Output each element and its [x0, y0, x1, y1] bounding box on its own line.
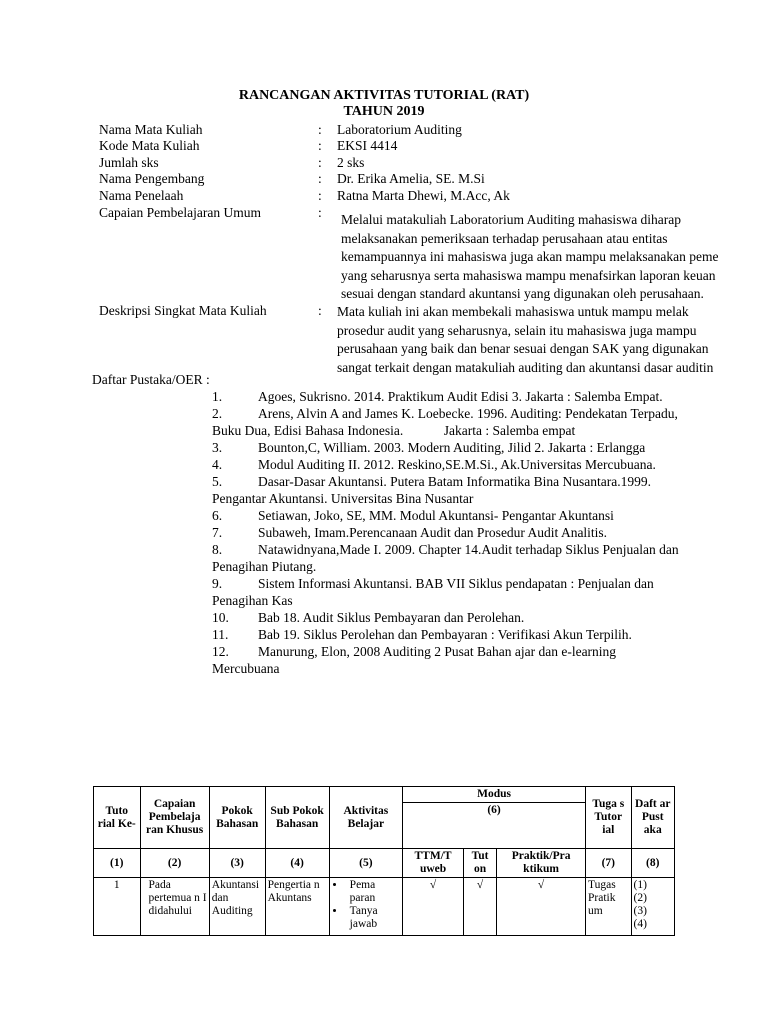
cell-tutorial-number: 1	[94, 878, 141, 936]
header-tugas-tutorial: Tuga s Tutor ial	[586, 787, 631, 849]
reference-item	[212, 473, 682, 507]
reference-text: Setiawan, Joko, SE, MM. Modul Akuntansi- Pengantar Akuntansi	[258, 508, 614, 523]
info-value-kode-mk: EKSI 4414	[337, 138, 398, 153]
info-colon: :	[318, 188, 322, 203]
deskripsi-line: Mata kuliah ini akan membekali mahasiswa untuk mampu melak	[337, 304, 689, 319]
info-label-kode-mk: Kode Mata Kuliah	[99, 138, 200, 153]
capaian-colon: :	[318, 205, 322, 220]
reference-number: 6.	[212, 508, 223, 523]
info-label-sks: Jumlah sks	[99, 155, 159, 170]
reference-number: 7.	[212, 525, 223, 540]
reference-number: 12.	[212, 644, 229, 659]
reference-number: 5.	[212, 474, 223, 489]
reference-item	[212, 626, 682, 643]
deskripsi-line: prosedur audit yang seharusnya, selain itu mahasiswa juga mampu	[337, 322, 697, 338]
header-modus-number: (6)	[403, 803, 586, 849]
reference-item	[212, 541, 682, 575]
reference-number: 4.	[212, 457, 223, 472]
col-number: (3)	[209, 849, 265, 878]
header-daftar-pustaka: Daft ar Pust aka	[631, 787, 674, 849]
aktivitas-item: • Pema paran	[346, 879, 400, 905]
reference-text: Arens, Alvin A and James K. Loebecke. 1996. Auditing: Pendekatan Terpadu, Buku Dua, Edisi Bahasa Indonesia. Jakarta : Salemba empat	[212, 406, 682, 438]
reference-text: Agoes, Sukrisno. 2014. Praktikum Audit Edisi 3. Jakarta : Salemba Empat.	[258, 389, 663, 404]
reference-item	[212, 439, 682, 456]
capaian-label: Capaian Pembelajaran Umum	[99, 205, 261, 220]
deskripsi-paragraph	[337, 303, 713, 377]
cell-tuton-check: √	[464, 878, 497, 936]
reference-text: Bab 18. Audit Siklus Pembayaran dan Perolehan.	[258, 610, 525, 625]
pustaka-ref: (1)	[633, 879, 647, 891]
pustaka-ref: (4)	[633, 918, 647, 930]
reference-number: 3.	[212, 440, 223, 455]
reference-item	[212, 524, 682, 541]
reference-text: Bounton,C, William. 2003. Modern Auditing, Jilid 2. Jakarta : Erlangga	[258, 440, 646, 455]
reference-item	[212, 609, 682, 626]
info-value-nama-mk: Laboratorium Auditing	[337, 122, 462, 137]
reference-text: Modul Auditing II. 2012. Reskino,SE.M.Si., Ak.Universitas Mercubuana.	[258, 457, 656, 472]
reference-item	[212, 507, 682, 524]
reference-number: 1.	[212, 389, 223, 404]
reference-item	[212, 456, 682, 473]
info-label-pengembang: Nama Pengembang	[99, 171, 205, 186]
rat-table	[93, 786, 675, 936]
deskripsi-label: Deskripsi Singkat Mata Kuliah	[99, 303, 267, 318]
info-label-nama-mk: Nama Mata Kuliah	[99, 122, 203, 137]
cell-sub-pokok: Pengertia n Akuntans	[265, 878, 329, 936]
reference-number: 8.	[212, 542, 223, 557]
capaian-line: melaksanakan pemeriksaan terhadap perusahaan atau entitas	[341, 230, 668, 246]
header-pokok-bahasan: Pokok Bahasan	[209, 787, 265, 849]
col-number: (2)	[140, 849, 209, 878]
info-colon: :	[318, 171, 322, 186]
deskripsi-line: perusahaan yang baik dan benar sesuai dengan SAK yang digunakan	[337, 341, 709, 356]
info-label-penelaah: Nama Penelaah	[99, 188, 184, 203]
capaian-line: Melalui matakuliah Laboratorium Auditing mahasiswa diharap	[341, 212, 682, 227]
reference-text: Natawidnyana,Made I. 2009. Chapter 14.Audit terhadap Siklus Penjualan dan Penagihan Piutang.	[212, 542, 679, 574]
reference-text: Subaweh, Imam.Perencanaan Audit dan Prosedur Audit Analitis.	[258, 525, 608, 540]
capaian-line: sesuai dengan standard akuntansi yang digunakan oleh perusahaan.	[341, 286, 704, 301]
cell-tugas: Tugas Pratik um	[586, 878, 631, 936]
header-ttm-tuweb: TTM/T uweb	[403, 849, 464, 878]
capaian-line: kemampuannya ini mahasiswa juga akan mampu melaksanakan peme	[341, 249, 719, 264]
header-praktik: Praktik/Pra ktikum	[497, 849, 586, 878]
cell-capaian: Pada pertemua n I didahului	[140, 878, 209, 936]
col-number: (5)	[329, 849, 402, 878]
reference-item	[212, 388, 682, 405]
reference-number: 11.	[212, 627, 229, 642]
capaian-line: yang seharusnya serta mahasiswa mampu menafsirkan laporan keuan	[341, 267, 716, 283]
cell-pustaka	[631, 878, 674, 936]
pustaka-ref: (2)	[633, 892, 647, 904]
cell-aktivitas	[329, 878, 402, 936]
col-number: (1)	[94, 849, 141, 878]
reference-item	[212, 575, 682, 609]
info-colon: :	[318, 155, 322, 170]
reference-text: Bab 19. Siklus Perolehan dan Pembayaran : Verifikasi Akun Terpilih.	[258, 627, 632, 642]
reference-number: 2.	[212, 406, 223, 421]
aktivitas-list	[332, 879, 400, 931]
document-title: RANCANGAN AKTIVITAS TUTORIAL (RAT)	[238, 88, 530, 103]
reference-item	[212, 643, 682, 677]
pustaka-heading: Daftar Pustaka/OER :	[92, 372, 210, 387]
col-number: (7)	[586, 849, 631, 878]
pustaka-ref: (3)	[633, 905, 647, 917]
col-number: (8)	[631, 849, 674, 878]
header-aktivitas-belajar: Aktivitas Belajar	[329, 787, 402, 849]
deskripsi-line: sangat terkait dengan matakuliah auditing dan akuntansi dasar auditin	[337, 359, 714, 375]
info-colon: :	[318, 122, 322, 137]
reference-list	[212, 388, 682, 677]
cell-praktik-check: √	[497, 878, 586, 936]
cell-pokok: Akuntansi dan Auditing	[209, 878, 265, 936]
capaian-paragraph	[341, 211, 719, 304]
header-tutorial: Tuto rial Ke-	[94, 787, 141, 849]
header-sub-pokok-bahasan: Sub Pokok Bahasan	[265, 787, 329, 849]
document-year: TAHUN 2019	[343, 104, 425, 119]
col-number: (4)	[265, 849, 329, 878]
info-colon: :	[318, 138, 322, 153]
cell-ttm-check: √	[403, 878, 464, 936]
reference-number: 10.	[212, 610, 229, 625]
header-capaian-khusus: Capaian Pembelaja ran Khusus	[140, 787, 209, 849]
info-value-pengembang: Dr. Erika Amelia, SE. M.Si	[337, 171, 485, 186]
reference-text: Sistem Informasi Akuntansi. BAB VII Siklus pendapatan : Penjualan dan Penagihan Kas	[212, 576, 654, 608]
reference-text: Dasar-Dasar Akuntansi. Putera Batam Informatika Bina Nusantara.1999. Pengantar Akuntansi. Universitas Bina Nusantar	[212, 474, 651, 506]
header-modus: Modus	[403, 787, 586, 803]
info-value-sks: 2 sks	[337, 155, 365, 170]
table-row	[94, 878, 675, 936]
reference-item	[212, 405, 682, 439]
reference-number: 9.	[212, 576, 223, 591]
info-value-penelaah: Ratna Marta Dhewi, M.Acc, Ak	[337, 188, 510, 203]
reference-text: Manurung, Elon, 2008 Auditing 2 Pusat Bahan ajar dan e-learning Mercubuana	[212, 644, 617, 676]
header-tuton: Tut on	[464, 849, 497, 878]
deskripsi-colon: :	[318, 303, 322, 318]
aktivitas-item: • Tanya jawab	[346, 905, 400, 931]
